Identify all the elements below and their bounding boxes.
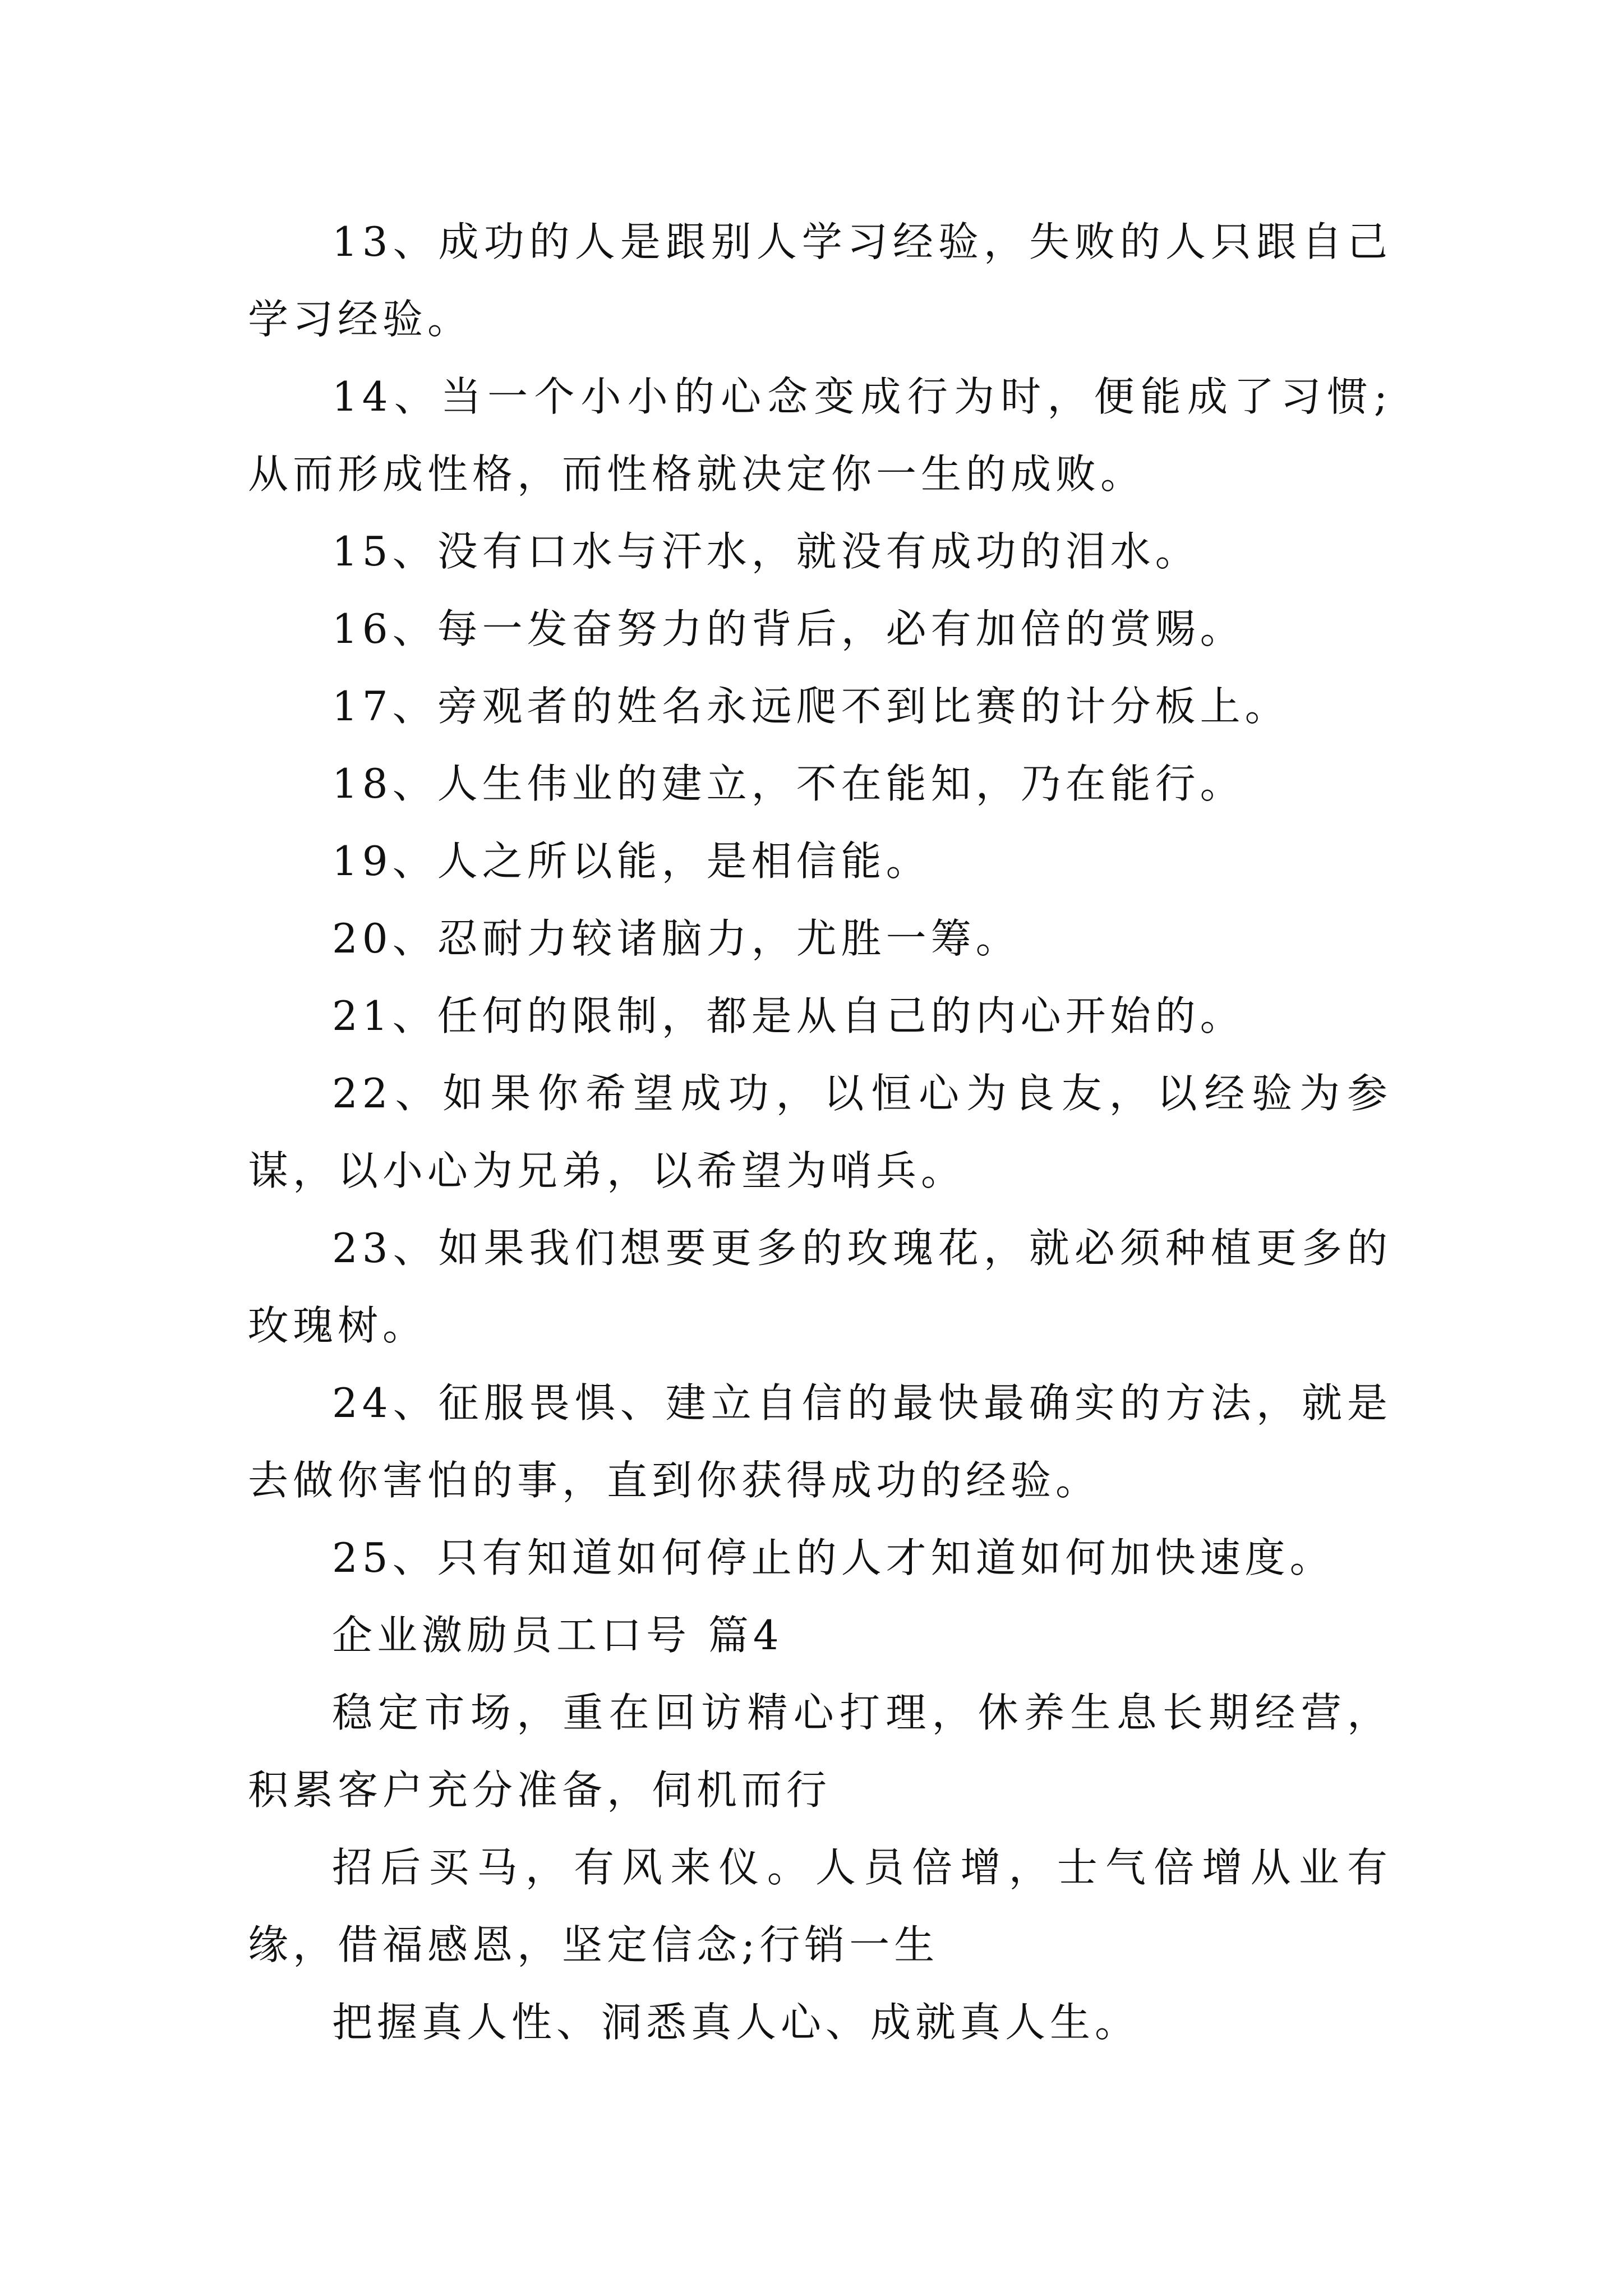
slogan-1: 稳定市场，重在回访精心打理，休养生息长期经营，积累客户充分准备，伺机而行	[248, 1689, 1392, 1814]
quote-16: 16、每一发奋努力的背后，必有加倍的赏赐。	[332, 605, 1245, 652]
quote-20: 20、忍耐力较诸脑力，尤胜一筹。	[332, 915, 1021, 962]
quote-23: 23、如果我们想要更多的玫瑰花，就必须种植更多的玫瑰树。	[248, 1225, 1392, 1349]
slogan-3: 把握真人性、洞悉真人心、成就真人生。	[332, 1999, 1140, 2046]
quote-24: 24、征服畏惧、建立自信的最快最确实的方法，就是去做你害怕的事，直到你获得成功的经验。	[248, 1379, 1392, 1504]
slogan-2: 招后买马，有风来仪。人员倍增，士气倍增从业有缘，借福感恩，坚定信念;行销一生	[248, 1844, 1392, 1968]
quote-13: 13、成功的人是跟别人学习经验，失败的人只跟自己学习经验。	[248, 218, 1392, 343]
section-heading: 企业激励员工口号 篇4	[332, 1612, 783, 1659]
quote-17: 17、旁观者的姓名永远爬不到比赛的计分板上。	[332, 683, 1290, 730]
quote-19: 19、人之所以能，是相信能。	[332, 838, 931, 885]
quote-15: 15、没有口水与汗水，就没有成功的泪水。	[332, 528, 1200, 575]
quote-14: 14、当一个小小的心念变成行为时，便能成了习惯;从而形成性格，而性格就决定你一生的成败。	[248, 373, 1392, 498]
quote-22: 22、如果你希望成功，以恒心为良友，以经验为参谋，以小心为兄弟，以希望为哨兵。	[248, 1070, 1392, 1194]
document-body	[248, 203, 1392, 2061]
quote-25: 25、只有知道如何停止的人才知道如何加快速度。	[332, 1534, 1335, 1581]
quote-21: 21、任何的限制，都是从自己的内心开始的。	[332, 992, 1245, 1039]
quote-18: 18、人生伟业的建立，不在能知，乃在能行。	[332, 760, 1245, 807]
